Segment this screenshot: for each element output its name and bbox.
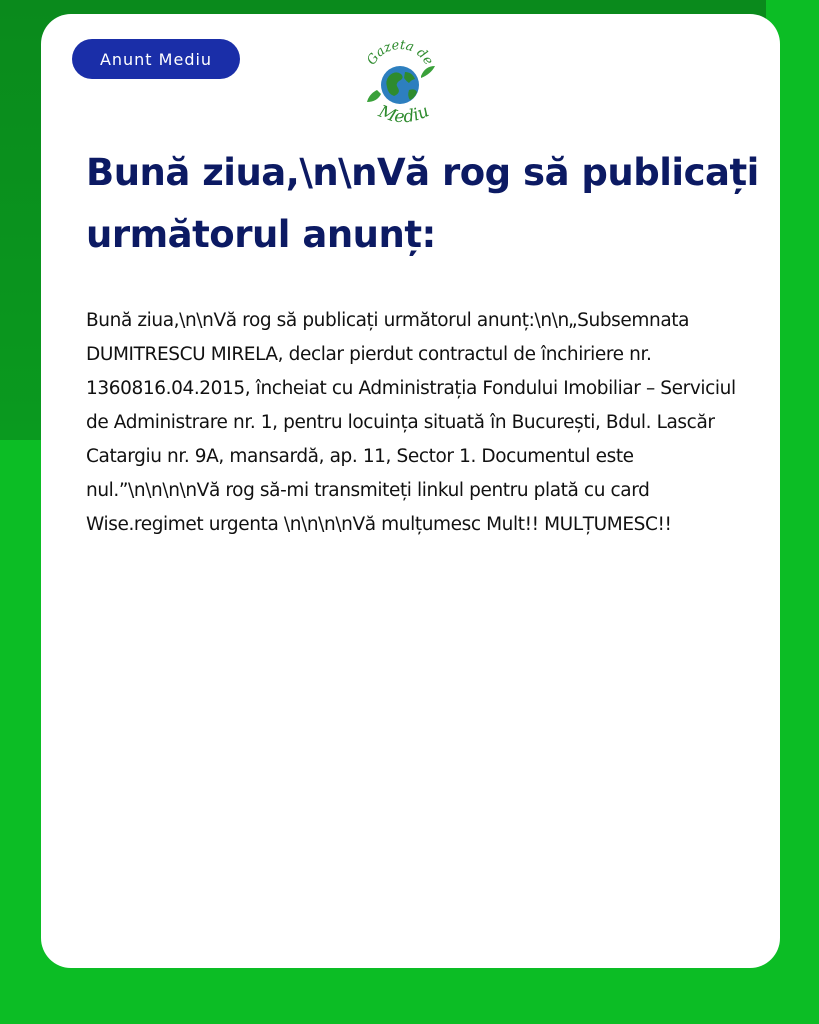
announcement-body: Bună ziua,\n\nVă rog să publicați următorul anunț:\n\n„Subsemnata DUMITRESCU MIRELA, declar pierdut contractul de închiriere nr. 1360816.04.2015, încheiat cu Administrația Fondului Imobiliar – Serviciul de Administrare nr. 1, pentru locuința situată în București, Bdul. Lascăr Catargiu nr. 9A, mansardă, ap. 11, Sector 1. Documentul este nul.”\n\n\n\nVă rog să-mi transmiteți linkul pentru plată cu card Wise.regimet urgenta \n\n\n\nVă mulțumesc Mult!! MULȚUMESC!! (86, 310, 736, 535)
gazeta-de-mediu-logo[interactable] (355, 38, 445, 130)
page-title: Bună ziua,\n\nVă rog să publicați următorul anunț: (86, 151, 759, 256)
svg-text:Mediu: Mediu (375, 101, 433, 128)
logo-icon (355, 38, 445, 130)
category-badge[interactable]: Anunt Mediu (72, 39, 240, 79)
svg-text:Gazeta de: Gazeta de (364, 38, 436, 68)
